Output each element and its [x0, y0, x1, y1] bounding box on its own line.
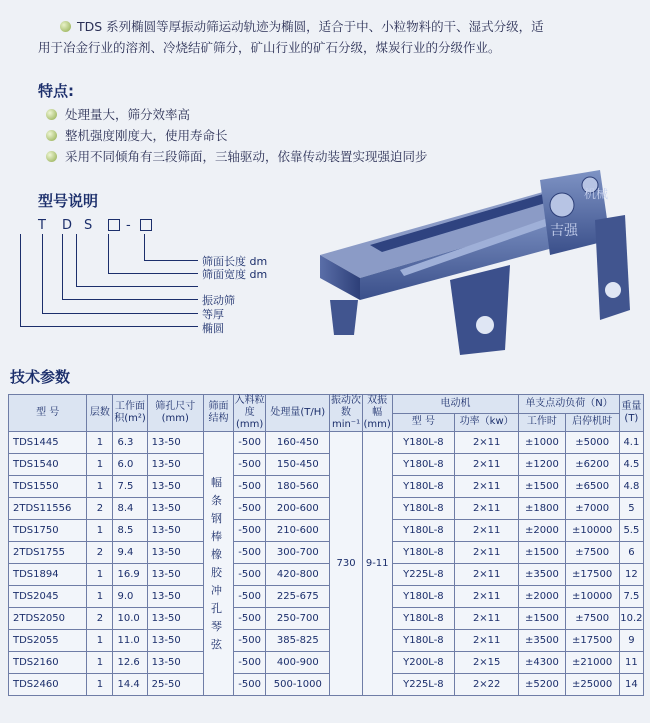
- col-model: 型 号: [9, 395, 87, 432]
- table-cell: 12.6: [113, 652, 147, 674]
- table-cell: 25-50: [147, 674, 203, 696]
- col-load: 单支点动负荷（N）: [519, 395, 619, 414]
- table-cell: 9.0: [113, 586, 147, 608]
- table-cell: TDS1540: [9, 454, 87, 476]
- table-cell: TDS1750: [9, 520, 87, 542]
- feature-item: 采用不同倾角有三段筛面，三轴驱动，依靠传动装置实现强迫同步: [46, 146, 428, 167]
- col-amp: 双振幅(mm): [363, 395, 391, 430]
- table-cell: 13-50: [147, 586, 203, 608]
- table-cell: ±17500: [565, 630, 619, 652]
- table-row: [9, 630, 644, 652]
- bullet-icon: [46, 130, 57, 141]
- table-cell: 2×11: [455, 630, 519, 652]
- table-cell: ±1200: [519, 454, 565, 476]
- table-cell: 6: [619, 542, 643, 564]
- table-cell: 11.0: [113, 630, 147, 652]
- table-cell: 13-50: [147, 476, 203, 498]
- table-cell: 2: [87, 542, 113, 564]
- table-cell: 180-560: [266, 476, 330, 498]
- code-d: D: [62, 218, 73, 233]
- col-freq: 振动次数min⁻¹: [331, 395, 362, 430]
- table-cell: 1: [87, 476, 113, 498]
- table-cell: 1: [87, 630, 113, 652]
- features-title: 特点:: [38, 82, 74, 100]
- table-cell: 1: [87, 586, 113, 608]
- table-cell: ±1000: [519, 432, 565, 454]
- table-cell: ±3500: [519, 630, 565, 652]
- table-cell: 16.9: [113, 564, 147, 586]
- table-cell: TDS2160: [9, 652, 87, 674]
- table-cell: 2: [87, 608, 113, 630]
- col-weight: 重量(T): [619, 395, 643, 432]
- table-row: [9, 608, 644, 630]
- features-list: [46, 104, 428, 167]
- table-cell: 5: [619, 498, 643, 520]
- brand-text-1: 吉强: [550, 223, 578, 239]
- table-cell: 4.1: [619, 432, 643, 454]
- table-cell: Y180L-8: [392, 586, 454, 608]
- table-cell: ±7000: [565, 498, 619, 520]
- table-cell: ±7500: [565, 542, 619, 564]
- label-ellipse: 椭圆: [202, 322, 224, 335]
- col-layers: 层数: [87, 395, 113, 432]
- table-cell: Y180L-8: [392, 476, 454, 498]
- col-area: 工作面积(m²): [113, 395, 147, 432]
- table-cell: ±25000: [565, 674, 619, 696]
- table-cell: 2×11: [455, 586, 519, 608]
- table-cell: ±21000: [565, 652, 619, 674]
- table-cell: TDS1894: [9, 564, 87, 586]
- table-cell: 500-1000: [266, 674, 330, 696]
- intro-line-2: 用于冶金行业的溶剂、冷烧结矿筛分，矿山行业的矿石分级，煤炭行业的分级作业。: [38, 40, 501, 55]
- table-cell: 4.5: [619, 454, 643, 476]
- table-cell: 300-700: [266, 542, 330, 564]
- code-t: T: [38, 218, 46, 233]
- table-cell: 10.2: [619, 608, 643, 630]
- table-row: [9, 564, 644, 586]
- table-row: [9, 432, 644, 454]
- table-cell: 150-450: [266, 454, 330, 476]
- label-screen: 振动筛: [202, 294, 235, 307]
- table-cell: 385-825: [266, 630, 330, 652]
- table-cell: Y180L-8: [392, 432, 454, 454]
- table-cell: 14: [619, 674, 643, 696]
- table-cell: TDS2055: [9, 630, 87, 652]
- table-cell: 13-50: [147, 520, 203, 542]
- table-cell: 2×11: [455, 476, 519, 498]
- code-width-box: [108, 219, 120, 231]
- code-s: S: [84, 218, 93, 233]
- table-cell: 2×11: [455, 454, 519, 476]
- table-cell: 2×22: [455, 674, 519, 696]
- model-title: 型号说明: [38, 192, 99, 210]
- label-length: 筛面长度 dm: [202, 255, 268, 268]
- feature-item: 处理量大，筛分效率高: [46, 104, 428, 125]
- table-cell: TDS1550: [9, 476, 87, 498]
- bullet-icon: [46, 109, 57, 120]
- table-cell: -500: [234, 608, 266, 630]
- table-cell: 210-600: [266, 520, 330, 542]
- table-cell: 8.5: [113, 520, 147, 542]
- col-capacity: 处理量(T/H): [266, 395, 330, 432]
- table-row: [9, 520, 644, 542]
- label-equal-thick: 等厚: [202, 308, 224, 321]
- structure-cell: 幅条 钢棒 橡胶 冲孔 琴弦: [203, 432, 233, 696]
- table-cell: ±1800: [519, 498, 565, 520]
- table-cell: 1: [87, 674, 113, 696]
- table-cell: 11: [619, 652, 643, 674]
- table-cell: TDS2460: [9, 674, 87, 696]
- table-cell: Y180L-8: [392, 498, 454, 520]
- table-cell: -500: [234, 674, 266, 696]
- table-cell: ±1500: [519, 476, 565, 498]
- table-row: [9, 476, 644, 498]
- table-cell: 13-50: [147, 652, 203, 674]
- table-cell: 200-600: [266, 498, 330, 520]
- table-row: [9, 674, 644, 696]
- table-cell: -500: [234, 498, 266, 520]
- table-cell: Y200L-8: [392, 652, 454, 674]
- tech-table-body: [9, 432, 644, 696]
- table-cell: 2×11: [455, 608, 519, 630]
- table-cell: TDS1445: [9, 432, 87, 454]
- table-cell: -500: [234, 630, 266, 652]
- table-cell: 10.0: [113, 608, 147, 630]
- table-cell: 2×15: [455, 652, 519, 674]
- table-row: [9, 542, 644, 564]
- table-row: [9, 498, 644, 520]
- vibrating-screen-illustration: [300, 160, 645, 360]
- table-cell: 250-700: [266, 608, 330, 630]
- table-cell: 2TDS2050: [9, 608, 87, 630]
- table-cell: -500: [234, 564, 266, 586]
- label-width: 筛面宽度 dm: [202, 268, 268, 281]
- table-cell: -500: [234, 454, 266, 476]
- table-cell: 13-50: [147, 564, 203, 586]
- table-cell: 6.0: [113, 454, 147, 476]
- table-cell: Y180L-8: [392, 630, 454, 652]
- table-cell: 14.4: [113, 674, 147, 696]
- table-cell: 13-50: [147, 542, 203, 564]
- table-cell: 13-50: [147, 498, 203, 520]
- table-cell: Y180L-8: [392, 542, 454, 564]
- col-feed: 入料粒度(mm): [234, 395, 265, 430]
- table-cell: ±1500: [519, 608, 565, 630]
- table-cell: 5.5: [619, 520, 643, 542]
- feature-item: 整机强度刚度大，使用寿命长: [46, 125, 428, 146]
- freq-cell: 730: [330, 432, 362, 696]
- table-cell: 420-800: [266, 564, 330, 586]
- table-cell: ±7500: [565, 608, 619, 630]
- table-cell: 9.4: [113, 542, 147, 564]
- table-cell: 6.3: [113, 432, 147, 454]
- table-cell: 8.4: [113, 498, 147, 520]
- table-cell: ±6200: [565, 454, 619, 476]
- table-cell: Y225L-8: [392, 564, 454, 586]
- table-cell: -500: [234, 586, 266, 608]
- table-cell: -500: [234, 542, 266, 564]
- bullet-icon: [46, 151, 57, 162]
- brand-text-2: 机械: [584, 187, 609, 201]
- table-cell: 2TDS1755: [9, 542, 87, 564]
- table-cell: 4.8: [619, 476, 643, 498]
- table-cell: ±10000: [565, 586, 619, 608]
- table-cell: ±5000: [565, 432, 619, 454]
- col-motor-model: 型 号: [392, 413, 454, 432]
- table-cell: ±5200: [519, 674, 565, 696]
- col-motor: 电动机: [392, 395, 519, 414]
- col-load-start: 启停机时: [565, 413, 619, 432]
- table-cell: 1: [87, 432, 113, 454]
- intro-paragraph: [38, 16, 638, 58]
- table-cell: ±10000: [565, 520, 619, 542]
- col-structure: 筛面结构: [203, 395, 233, 432]
- table-cell: 2: [87, 498, 113, 520]
- table-cell: ±1500: [519, 542, 565, 564]
- code-length-box: [140, 219, 152, 231]
- table-cell: ±2000: [519, 520, 565, 542]
- col-load-work: 工作时: [519, 413, 565, 432]
- table-cell: 1: [87, 652, 113, 674]
- table-cell: -500: [234, 520, 266, 542]
- table-row: [9, 454, 644, 476]
- table-cell: 1: [87, 454, 113, 476]
- table-cell: 2×11: [455, 542, 519, 564]
- tech-table: [8, 394, 644, 696]
- table-cell: 2×11: [455, 564, 519, 586]
- tech-title: 技术参数: [10, 368, 71, 386]
- table-cell: 9: [619, 630, 643, 652]
- table-cell: 225-675: [266, 586, 330, 608]
- table-cell: TDS2045: [9, 586, 87, 608]
- table-cell: 1: [87, 520, 113, 542]
- table-cell: 160-450: [266, 432, 330, 454]
- table-cell: 7.5: [619, 586, 643, 608]
- table-cell: Y180L-8: [392, 454, 454, 476]
- table-cell: -500: [234, 432, 266, 454]
- table-cell: 13-50: [147, 454, 203, 476]
- table-cell: Y225L-8: [392, 674, 454, 696]
- table-cell: ±17500: [565, 564, 619, 586]
- table-cell: Y180L-8: [392, 520, 454, 542]
- table-cell: 2×11: [455, 520, 519, 542]
- code-dash: -: [126, 218, 131, 233]
- amp-cell: 9-11: [362, 432, 392, 696]
- table-cell: 2×11: [455, 498, 519, 520]
- table-cell: 13-50: [147, 630, 203, 652]
- table-cell: Y180L-8: [392, 608, 454, 630]
- table-cell: 2TDS11556: [9, 498, 87, 520]
- table-row: [9, 652, 644, 674]
- table-cell: ±2000: [519, 586, 565, 608]
- col-motor-power: 功率（kw）: [455, 413, 519, 432]
- table-cell: ±6500: [565, 476, 619, 498]
- table-cell: 13-50: [147, 432, 203, 454]
- table-cell: ±3500: [519, 564, 565, 586]
- bullet-icon: [60, 21, 71, 32]
- intro-line-1: TDS 系列椭圆等厚振动筛运动轨迹为椭圆，适合于中、小粒物料的干、湿式分级，适: [77, 19, 544, 34]
- table-cell: 1: [87, 564, 113, 586]
- table-cell: 7.5: [113, 476, 147, 498]
- table-cell: 13-50: [147, 608, 203, 630]
- table-cell: ±4300: [519, 652, 565, 674]
- table-cell: 400-900: [266, 652, 330, 674]
- table-cell: -500: [234, 652, 266, 674]
- table-cell: -500: [234, 476, 266, 498]
- table-row: [9, 586, 644, 608]
- table-cell: 2×11: [455, 432, 519, 454]
- col-hole: 筛孔尺寸(mm): [147, 395, 203, 432]
- table-cell: 12: [619, 564, 643, 586]
